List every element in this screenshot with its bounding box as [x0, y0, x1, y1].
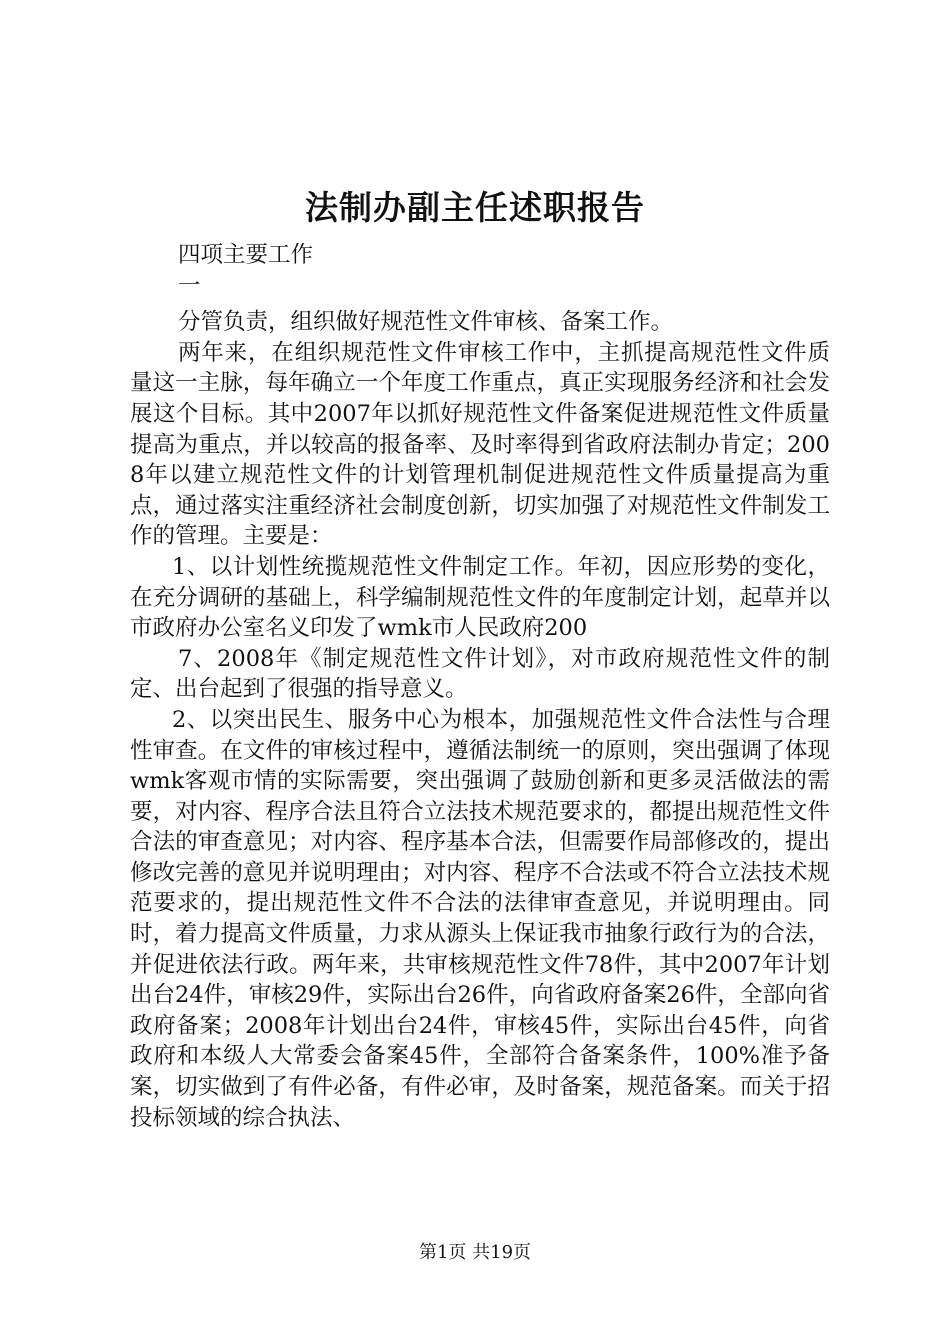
paragraph: 1、以计划性统揽规范性文件制定工作。年初，因应形势的变化，在充分调研的基础上，科学编制规范性文件的年度制定计划，起草并以市政府办公室名义印发了wmk市人民政府200: [130, 553, 830, 642]
paragraph: 分管负责，组织做好规范性文件审核、备案工作。: [178, 309, 674, 336]
paragraph: 两年来，在组织规范性文件审核工作中，主抓提高规范性文件质量这一主脉，每年确立一个年度工作重点，真正实现服务经济和社会发展这个目标。其中2007年以抓好规范性文件备案促进规范性文件质量提高为重点，并以较高的报备率、及时率得到省政府法制办肯定；2008年以建立规范性文件的计划管理机制促进规范性文件质量提高为重点，通过落实注重经济社会制度创新，切实加强了对规范性文件制发工作的管理。主要是：: [130, 339, 830, 550]
paragraph: 2、以突出民生、服务中心为根本，加强规范性文件合法性与合理性审查。在文件的审核过程中，遵循法制统一的原则，突出强调了体现wmk客观市情的实际需要，突出强调了鼓励创新和更多灵活做法的需要，对内容、程序合法且符合立法技术规范要求的，都提出规范性文件合法的审查意见；对内容、程序基本合法，但需要作局部修改的，提出修改完善的意见并说明理由；对内容、程序不合法或不符合立法技术规范要求的，提出规范性文件不合法的法律审查意见，并说明理由。同时，着力提高文件质量，力求从源头上保证我市抽象行政行为的合法，并促进依法行政。两年来，共审核规范性文件78件，其中2007年计划出台24件，审核29件，实际出台26件，向省政府备案26件，全部向省政府备案；2008年计划出台24件，审核45件，实际出台45件，向省政府和本级人大常委会备案45件，全部符合备案条件，100%准予备案，切实做到了有件必备，有件必审，及时备案，规范备案。而关于招投标领域的综合执法、: [130, 706, 830, 1131]
document-title: 法制办副主任述职报告: [305, 188, 645, 227]
document-body: [130, 240, 830, 1133]
paragraph: 7、2008年《制定规范性文件计划》，对市政府规范性文件的制定、出台起到了很强的指导意义。: [130, 645, 830, 703]
section-heading: 四项主要工作: [178, 242, 314, 268]
page-number: 第1页 共19页: [418, 1242, 532, 1263]
section-number: 一: [178, 272, 201, 299]
